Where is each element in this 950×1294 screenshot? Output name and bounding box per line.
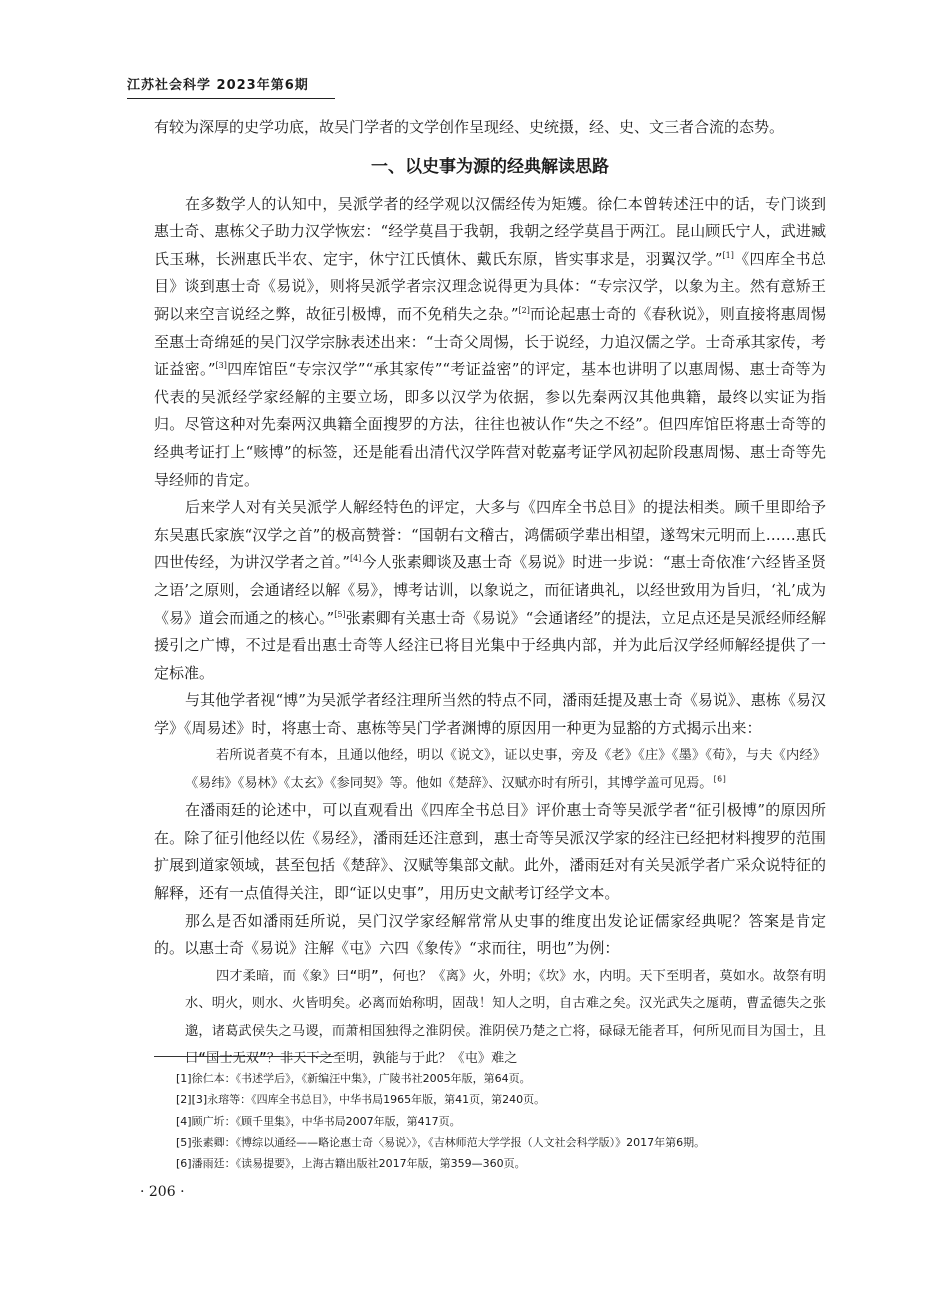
footnote: [2][3]永瑢等：《四库全书总目》，中华书局1965年版，第41页，第240页。 xyxy=(176,1093,546,1107)
text: 后来学人对有关吴派学人解经特色的评定，大多与《四库全书总目》的提法相类。顾千里即给予东吴惠氏家族“汉学之首”的极高赞誉：“国朝右文稽古，鸿儒硕学辈出相望，遂驾宋元明而上……惠氏四世传经，为讲汉学者之首。” xyxy=(154,498,826,572)
journal-header: 江苏社会科学 2023年第6期 xyxy=(127,76,335,99)
text: 《四库全书总目》谈到惠士奇《易说》，则将吴派学者宗汉理念说得更为具体：“专宗汉学，以象为主。然有意矫王弼以来空言说经之弊，故征引极博，而不免稍失之杂。” xyxy=(154,249,826,323)
paragraph: 与其他学者视“博”为吴派学者经注理所当然的特点不同，潘雨廷提及惠士奇《易说》、惠栋《易汉学》《周易述》时，将惠士奇、惠栋等吴门学者渊博的原因用一种更为显豁的方式揭示出来： xyxy=(154,691,826,737)
footnote-ref: [4] xyxy=(350,554,362,564)
footnote: [4]顾广圻：《顾千里集》，中华书局2007年版，第417页。 xyxy=(176,1114,461,1128)
paragraph xyxy=(154,494,826,687)
paragraph: 在潘雨廷的论述中，可以直观看出《四库全书总目》评价惠士奇等吴派学者“征引极博”的原因所在。除了征引他经以佐《易经》，潘雨廷还注意到，惠士奇等吴派汉学家的经注已经把材料搜罗的范围扩展到道家领域，甚至包括《楚辞》、汉赋等集部文献。此外，潘雨廷对有关吴派学者广采众说特征的解释，还有一点值得关注，即“证以史事”，用历史文献考订经学文本。 xyxy=(154,801,826,903)
text: 四库馆臣“专宗汉学”“承其家传”“考证益密”的评定，基本也讲明了以惠周惕、惠士奇等为代表的吴派经学家经解的主要立场，即多以汉学为依据，参以先秦两汉其他典籍，最终以实证为指归。尽管这种对先秦两汉典籍全面搜罗的方法，往往也被认作“失之不经”。但四库馆臣将惠士奇等的经典考证打上“赅博”的标签，还是能看出清代汉学阵营对乾嘉考证学风初起阶段惠周惕、惠士奇等先导经师的肯定。 xyxy=(154,360,826,489)
page-number: · 206 · xyxy=(140,1184,185,1200)
footnote: [1]徐仁本：《书述学后》，《新编汪中集》，广陵书社2005年版，第64页。 xyxy=(176,1072,531,1085)
paragraph xyxy=(154,191,826,495)
block-quote: 四才柔暗，而《象》曰“明”，何也？《离》火，外明；《坎》水，内明。天下至明者，莫如水。故祭有明水、明火，则水、火皆明矣。必离而始称明，固哉！知人之明，自古难之矣。汉光武失之厖萌，曹孟德失之张邈，诸葛武侯失之马谡，而萧相国独得之淮阴侯。淮阴侯乃楚之亡将，碌碌无能者耳，何所见而目为国士，且曰“国士无双”？非天下之至明，孰能与于此？《屯》难之 xyxy=(185,968,826,1067)
text: 若所说者莫不有本，且通以他经，明以《说文》，证以史事，旁及《老》《庄》《墨》《荀》，与夫《内经》《易纬》《易林》《太玄》《参同契》等。他如《楚辞》、汉赋亦时有所引，其博学盖可见焉。 xyxy=(185,748,826,791)
footnote: [6]潘雨廷：《读易提要》，上海古籍出版社2017年版，第359—360页。 xyxy=(176,1157,526,1171)
text: 在多数学人的认知中，吴派学者的经学观以汉儒经传为矩矱。徐仁本曾转述汪中的话，专门谈到惠士奇、惠栋父子助力汉学恢宏：“经学莫昌于我朝，我朝之经学莫昌于两江。昆山顾氏宁人，武进臧氏玉琳，长洲惠氏半农、定宇，休宁江氏慎休、戴氏东原，皆实事求是，羽翼汉学。” xyxy=(154,194,826,268)
footnote: [5]张素卿：《博综以通经——略论惠士奇〈易说〉》，《吉林师范大学学报（人文社会科学版）》2017年第6期。 xyxy=(176,1135,706,1149)
text: 张素卿有关惠士奇《易说》“会通诸经”的提法，立足点还是吴派经师经解援引之广博，不过是看出惠士奇等人经注已将目光集中于经典内部，并为此后汉学经师解经提供了一定标准。 xyxy=(154,608,827,682)
footnote-divider xyxy=(154,1056,334,1057)
text: 今人张素卿谈及惠士奇《易说》时进一步说：“惠士奇依准‘六经皆圣贤之语’之原则，会通诸经以解《易》，博考诂训，以象说之，而征诸典礼，以经世致用为旨归，‘礼’成为《易》道会而通之的核心。” xyxy=(154,553,826,627)
footnote-ref: [1] xyxy=(722,250,734,260)
footnote-ref: [5] xyxy=(334,609,346,619)
paragraph: 那么是否如潘雨廷所说，吴门汉学家经解常常从史事的维度出发论证儒家经典呢？答案是肯定的。以惠士奇《易说》注解《屯》六四《象传》“求而往，明也”为例： xyxy=(154,911,826,958)
footnote-ref: [6] xyxy=(712,774,727,784)
text: 而论起惠士奇的《春秋说》，则直接将惠周惕至惠士奇绵延的吴门汉学宗脉表述出来：“士奇父周惕，长于说经，力追汉儒之学。士奇承其家传，考证益密。” xyxy=(154,304,826,379)
footnote-ref: [3] xyxy=(215,361,227,371)
footnote-ref: [2] xyxy=(518,305,530,315)
footnotes xyxy=(176,1068,826,1174)
article-body xyxy=(154,114,826,1072)
section-title: 一、以史事为源的经典解读思路 xyxy=(371,156,609,177)
paragraph: 有较为深厚的史学功底，故吴门学者的文学创作呈现经、史统摄，经、史、文三者合流的态势。 xyxy=(154,118,785,136)
block-quote xyxy=(154,742,826,797)
